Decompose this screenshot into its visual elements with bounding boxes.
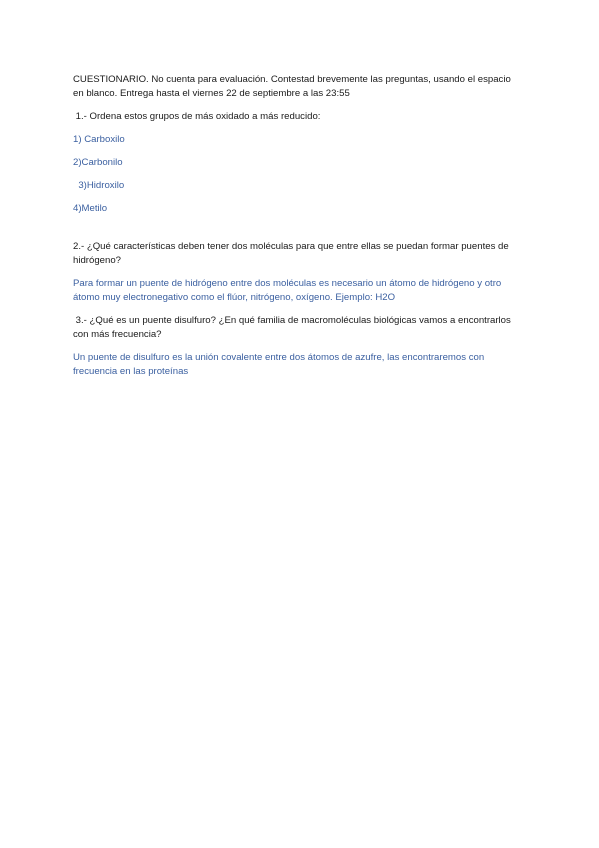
q1-answer-1: 1) Carboxilo xyxy=(73,134,125,145)
q1-answer-3: 3)Hidroxilo xyxy=(73,180,125,191)
q1-answer-4: 4)Metilo xyxy=(73,203,108,214)
document-content xyxy=(73,73,513,379)
question-3: 3.- ¿Qué es un puente disulfuro? ¿En qué familia de macromoléculas biológicas vamos a encontrarlos con más frecuencia? xyxy=(73,315,514,340)
q3-answer: Un puente de disulfuro es la unión covalente entre dos átomos de azufre, las encontraremos con frecuencia en las proteínas xyxy=(73,352,485,377)
question-1: 1.- Ordena estos grupos de más oxidado a más reducido: xyxy=(73,111,321,122)
q1-answer-2: 2)Carbonilo xyxy=(73,157,123,168)
question-2: 2.- ¿Qué características deben tener dos moléculas para que entre ellas se puedan formar puentes de hidrógeno? xyxy=(73,241,509,266)
intro-paragraph: CUESTIONARIO. No cuenta para evaluación. Contestad brevemente las preguntas, usando el espacio en blanco. Entrega hasta el viernes 22 de septiembre a las 23:55 xyxy=(73,74,511,99)
q2-answer: Para formar un puente de hidrógeno entre dos moléculas es necesario un átomo de hidrógeno y otro átomo muy electronegativo como el flúor, nitrógeno, oxígeno. Ejemplo: H2O xyxy=(73,278,502,303)
